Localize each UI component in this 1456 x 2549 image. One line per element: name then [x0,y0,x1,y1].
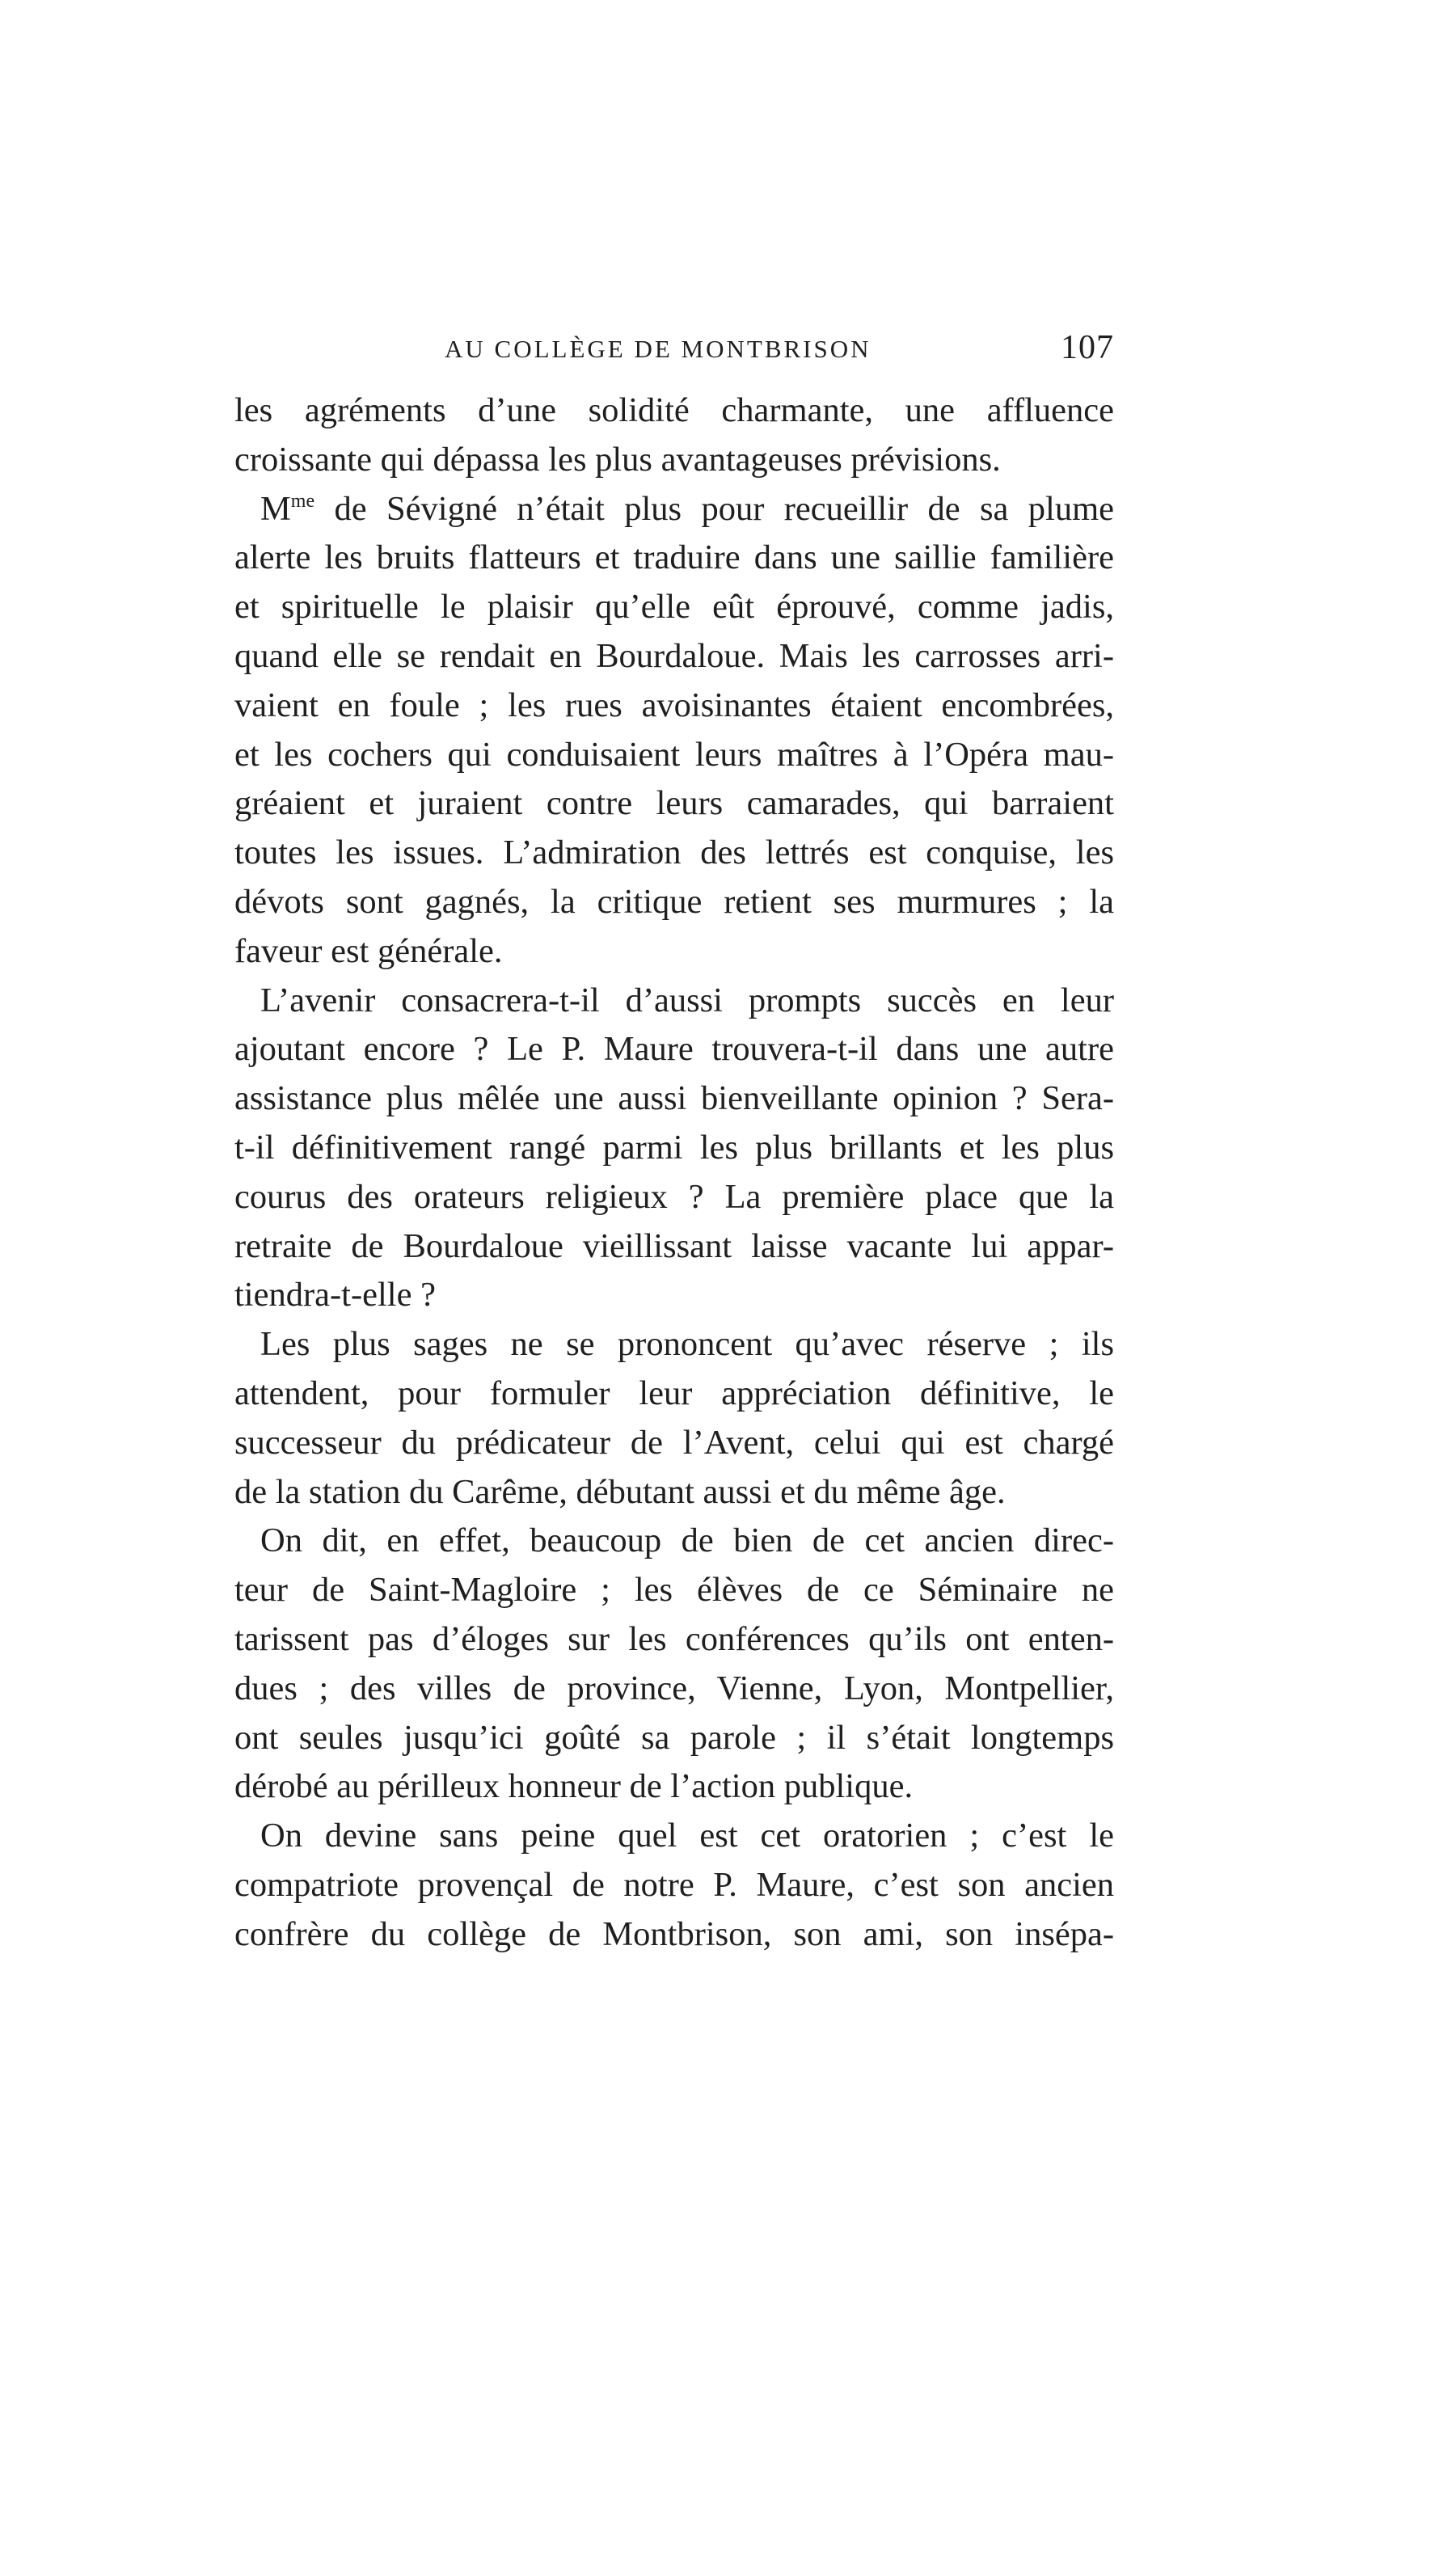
page-number: 107 [1061,329,1114,366]
text-line: faveur est générale. [234,931,503,970]
text-line: ajoutant encore ? Le P. Maure trouvera-t-il dans une autre [234,1030,1114,1069]
text-line: dues ; des villes de province, Vienne, Lyon, Montpellier, [234,1669,1114,1707]
text-line: attendent, pour formuler leur appréciation définitive, le [234,1374,1114,1412]
running-head [234,325,1114,373]
text-line: compatriote provençal de notre P. Maure, c’est son ancien [234,1865,1114,1904]
body-text [234,386,1114,1960]
text-line: alerte les bruits flatteurs et traduire dans une saillie familière [234,538,1114,577]
honorific-prefix: M [260,489,291,528]
text-line: tarissent pas d’éloges sur les conférences qu’ils ont enten- [234,1619,1114,1658]
text-line: courus des orateurs religieux ? La première place que la [234,1177,1114,1216]
text-line: les agréments d’une solidité charmante, une affluence [234,391,1114,429]
text-line: teur de Saint-Magloire ; les élèves de ce Séminaire ne [234,1571,1114,1610]
text-line: confrère du collège de Montbrison, son ami, son insépa- [234,1914,1114,1953]
text-line: croissante qui dépassa les plus avantageuses prévisions. [234,440,1001,479]
text-line: quand elle se rendait en Bourdaloue. Mais les carrosses arri- [234,636,1114,675]
text-line: retraite de Bourdaloue vieillissant laisse vacante lui appar- [234,1226,1114,1265]
text-line: gréaient et juraient contre leurs camarades, qui barraient [234,784,1114,823]
text-line: et spirituelle le plaisir qu’elle eût éprouvé, comme jadis, [234,588,1114,627]
text-line: tiendra-t-elle ? [234,1276,436,1315]
text-line: On dit, en effet, beaucoup de bien de cet ancien direc- [260,1521,1114,1560]
text-line: vaient en foule ; les rues avoisinantes étaient encombrées, [234,686,1114,724]
running-title: AU COLLÈGE DE MONTBRISON [445,335,871,363]
text-line: et les cochers qui conduisaient leurs maîtres à l’Opéra mau- [234,735,1114,774]
text-line: assistance plus mêlée une aussi bienveillante opinion ? Sera- [234,1079,1114,1118]
text-line: Les plus sages ne se prononcent qu’avec réserve ; ils [260,1325,1114,1364]
text-line: ont seules jusqu’ici goûté sa parole ; il s’était longtemps [234,1718,1114,1757]
text-line: successeur du prédicateur de l’Avent, celui qui est chargé [234,1423,1114,1462]
text-line: dérobé au périlleux honneur de l’action publique. [234,1767,914,1806]
text-line: de la station du Carême, débutant aussi et du même âge. [234,1472,1006,1511]
text-line: dévots sont gagnés, la critique retient ses murmures ; la [234,882,1114,921]
text-line: toutes les issues. L’admiration des lettrés est conquise, les [234,833,1114,872]
honorific-superscript: me [290,490,315,512]
text-line: t-il définitivement rangé parmi les plus brillants et les plus [234,1128,1114,1167]
text-line: L’avenir consacrera-t-il d’aussi prompts succès en leur [260,981,1114,1019]
text-line-content: de Sévigné n’était plus pour recueillir de sa plume [334,489,1115,528]
text-line: On devine sans peine quel est cet oratorien ; c’est le [260,1817,1114,1855]
text-line [234,485,1114,534]
